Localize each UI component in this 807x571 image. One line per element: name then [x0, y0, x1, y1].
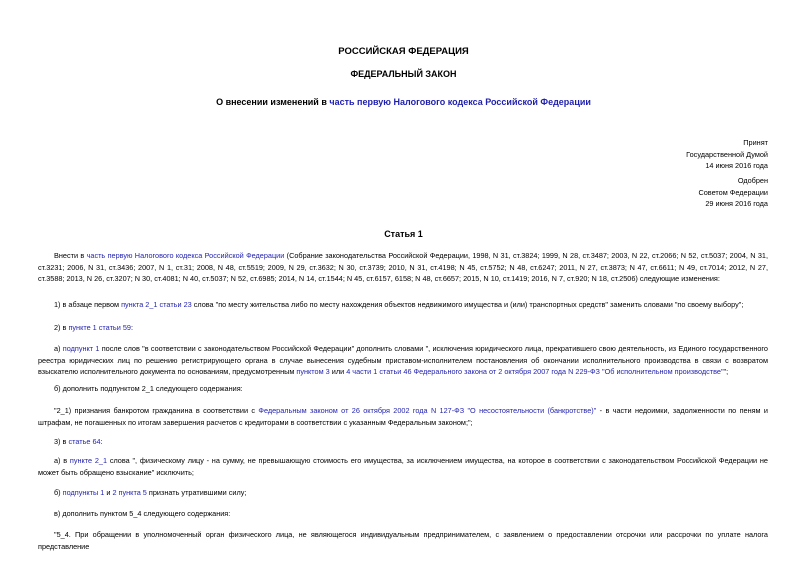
item-3v: в) дополнить пунктом 5_4 следующего содержания:: [54, 509, 231, 518]
item-2: [38, 322, 768, 334]
item2a-end: ";: [723, 367, 729, 376]
approved-block: [698, 175, 768, 210]
item-3a: [38, 455, 768, 478]
item3a-rest: слова ", физическому лицу - на сумму, не превышающую стоимость его имущества, за исключением имущества, на которое в соответствии с законодательством Российской Федерации не может быть обращено взыскание" исключить;: [38, 456, 768, 477]
item3a-link[interactable]: пункте 2_1: [69, 456, 108, 465]
adopted-line3: 14 июня 2016 года: [705, 161, 768, 170]
item2a-text: после слов "в соответствии с законодательством Российской Федерации" дополнить словами ", исключения юридического лица, прекратившего свою деятельность, из Единого государственного реестра юридических лиц по решению регистрирующего органа в случае вынесения судебным приставом-исполнителем постановления об окончании исполнительного производства в связи с возвратом взыскателю исполнительного документа по основаниям, предусмотренным: [38, 344, 768, 376]
item1-prefix: 1) в абзаце первом: [54, 300, 120, 309]
item1-link[interactable]: пункта 2_1 статьи 23: [121, 300, 192, 309]
item-5-4-text: "5_4. При обращении в уполномоченный орган физического лица, не являющегося индивидуальным предпринимателем, с заявлением о предоставлении отсрочки или рассрочки по уплате налога представление: [38, 530, 768, 551]
adopted-line2: Государственной Думой: [686, 149, 768, 159]
item3b-link-point5[interactable]: 2 пункта 5: [112, 488, 147, 497]
item2-suffix: :: [130, 323, 133, 332]
item3b-link-subpoints[interactable]: подпункты 1: [62, 488, 105, 497]
item3-link[interactable]: статье 64: [68, 437, 101, 446]
item-2b: б) дополнить подпунктом 2_1 следующего содержания:: [54, 384, 243, 393]
law-title-link[interactable]: часть первую Налогового кодекса Российской Федерации: [329, 97, 591, 107]
country-heading: РОССИЙСКАЯ ФЕДЕРАЦИЯ: [338, 46, 469, 57]
law-type-heading: ФЕДЕРАЛЬНЫЙ ЗАКОН: [350, 69, 457, 79]
item2a-or: или: [331, 367, 345, 376]
article-title: Статья 1: [384, 229, 423, 239]
item2a-link-point3[interactable]: пунктом 3: [296, 367, 330, 376]
item3-prefix: 3) в: [54, 437, 67, 446]
quote-prefix: "2_1) признания банкротом гражданина в соответствии с: [54, 406, 256, 415]
adopted-block: [686, 137, 768, 172]
item2a-link-law[interactable]: 4 части 1 статьи 46 Федерального закона от 2 октября 2007 года N 229-ФЗ "Об исполнительном производстве": [346, 367, 724, 376]
item2-prefix: 2) в: [54, 323, 67, 332]
item2a-prefix: а): [54, 344, 61, 353]
item3b-and: и: [106, 488, 111, 497]
item3-suffix: :: [100, 437, 103, 446]
item2-link[interactable]: пункте 1 статьи 59: [68, 323, 131, 332]
intro-rest: (Собрание законодательства Российской Федерации, 1998, N 31, ст.3824; 1999, N 28, ст.3487; 2003, N 22, ст.2066; N 52, ст.5037; 2004, N 31, ст.3231; 2006, N 31, ст.3436; 2007, N 1, ст.31; 2008, N 48, ст.5519; 2009, N 29, ст.3632; N 30, ст.3739; 2010, N 31, ст.4198; N 45, ст.5752; N 48, ст.6247; 2011, N 27, ст.3873; N 47, ст.6611; N 49, ст.7014; 2012, N 27, ст.3588; 2013, N 26, ст.3207; N 30, ст.4081; N 40, ст.5037; N 52, ст.6985; 2014, N 14, ст.1544; N 45, ст.6157, 6158; N 48, ст.6657; 2015, N 10, ст.1419; 2016, N 7, ст.920; N 18, ст.2506) следующие изменения:: [38, 251, 768, 283]
intro-link[interactable]: часть первую Налогового кодекса Российской Федерации: [86, 251, 285, 260]
item-3: [38, 436, 768, 448]
quote-rest: - в части недоимки, задолженности по пеням и штрафам, не погашенных по итогам завершения расчетов с кредиторами в соответствии с указанным Федеральным законом;";: [38, 406, 768, 427]
item3a-prefix: а) в: [54, 456, 68, 465]
approved-line2: Советом Федерации: [698, 187, 768, 197]
law-title: [0, 97, 807, 107]
law-title-prefix: О внесении изменений в: [216, 97, 327, 107]
item2a-link-subpoint[interactable]: подпункт 1: [62, 344, 100, 353]
item-2-1-quote: [38, 405, 768, 428]
item-2a: [38, 343, 768, 378]
item3b-rest: признать утратившими силу;: [148, 488, 247, 497]
approved-line1: Одобрен: [737, 176, 768, 185]
article-intro: [38, 250, 768, 285]
item3b-prefix: б): [54, 488, 61, 497]
intro-prefix: Внести в: [54, 251, 85, 260]
adopted-line1: Принят: [743, 138, 768, 147]
item-1: [38, 299, 768, 311]
item1-rest: слова "по месту жительства либо по месту нахождения объектов недвижимого имущества и (или) транспортных средств" заменить словами "по своему выбору";: [193, 300, 744, 309]
approved-line3: 29 июня 2016 года: [705, 199, 768, 208]
quote-law-link[interactable]: Федеральным законом от 26 октября 2002 года N 127-ФЗ "О несостоятельности (банкротстве)": [258, 406, 597, 415]
item-3b: [38, 487, 768, 499]
